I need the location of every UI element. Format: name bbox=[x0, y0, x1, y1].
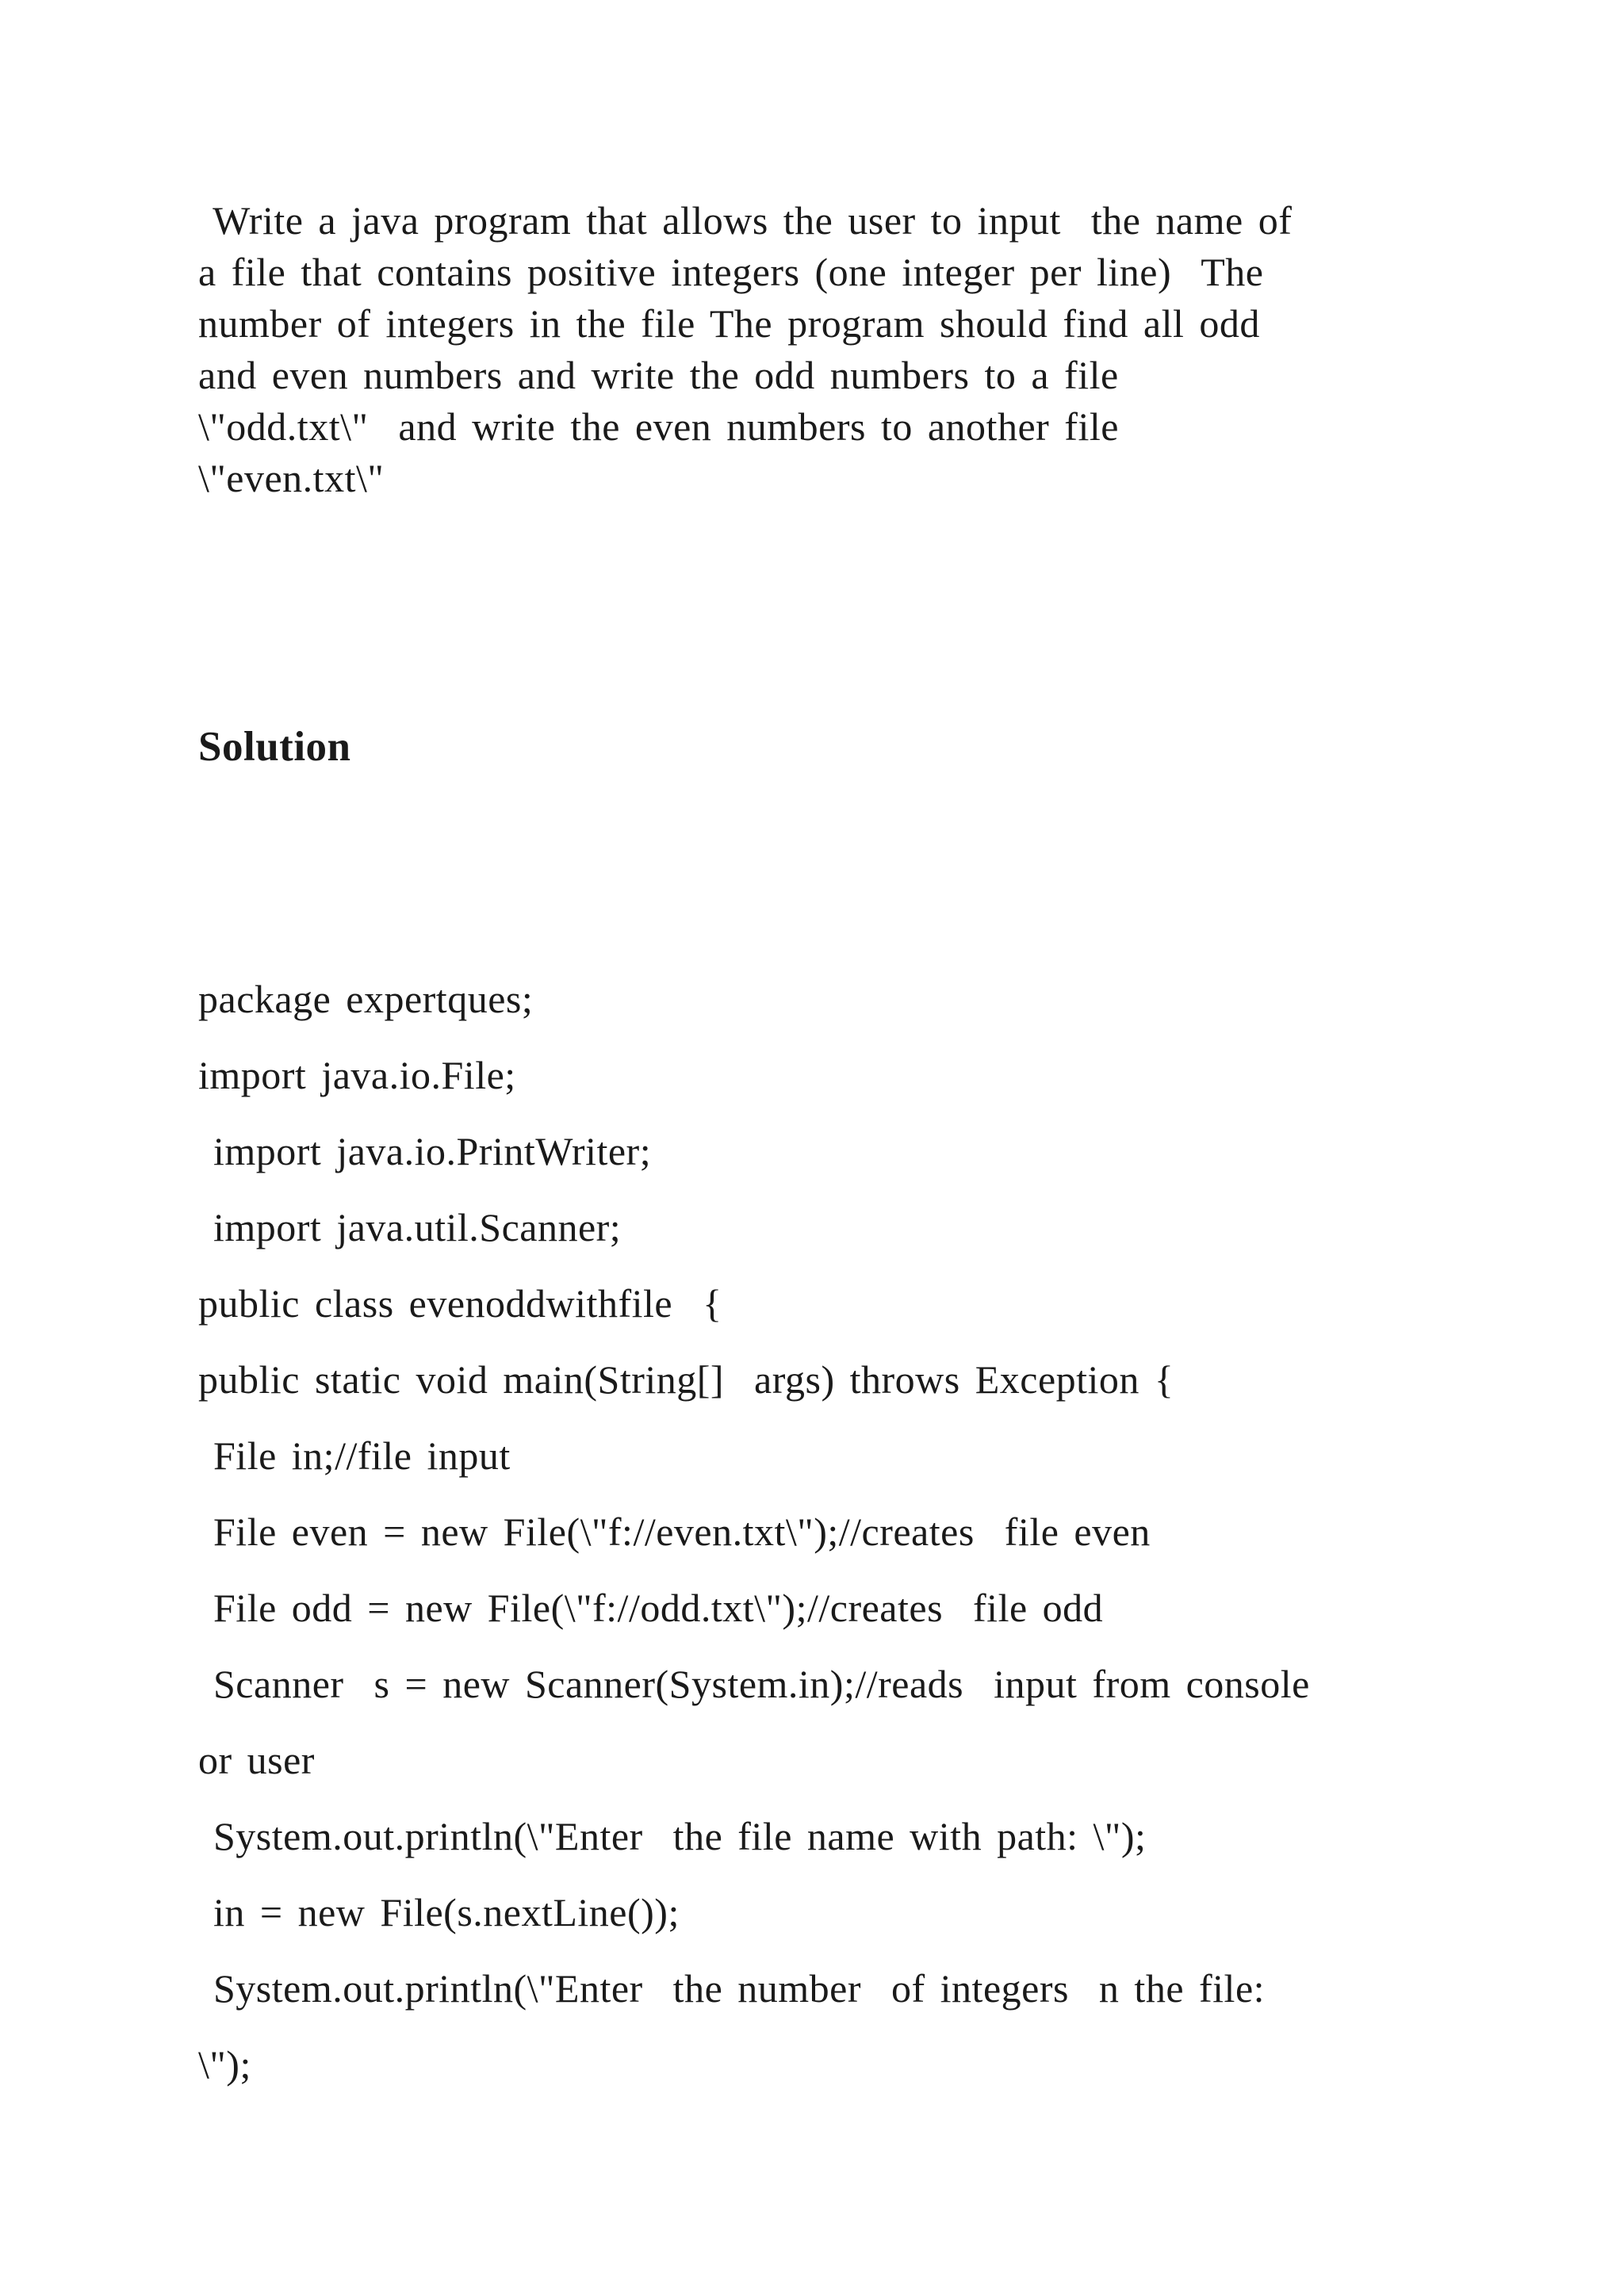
code-line: File in;//file input bbox=[198, 1433, 511, 1478]
code-line: public static void main(String[] args) throws Exception { bbox=[198, 1357, 1174, 1402]
question-line: \"even.txt\" bbox=[198, 456, 385, 500]
code-line: package expertques; bbox=[198, 977, 534, 1021]
question-line: Write a java program that allows the user to input the name of bbox=[198, 198, 1293, 243]
code-line: Scanner s = new Scanner(System.in);//reads input from console bbox=[198, 1662, 1310, 1706]
code-line: or user bbox=[198, 1738, 315, 1782]
code-line: System.out.println(\"Enter the file name with path: \"); bbox=[198, 1814, 1147, 1858]
code-line: public class evenoddwithfile { bbox=[198, 1281, 722, 1326]
code-line: \"); bbox=[198, 2042, 251, 2087]
solution-heading: Solution bbox=[198, 724, 351, 770]
question-line: a file that contains positive integers (one integer per line) The bbox=[198, 250, 1264, 294]
code-line: import java.util.Scanner; bbox=[198, 1205, 622, 1249]
question-text bbox=[198, 195, 1435, 504]
code-line: in = new File(s.nextLine()); bbox=[198, 1890, 680, 1934]
code-line: File even = new File(\"f://even.txt\");//creates file even bbox=[198, 1510, 1151, 1554]
question-line: and even numbers and write the odd numbers to a file bbox=[198, 353, 1119, 397]
question-line: \"odd.txt\" and write the even numbers to another file bbox=[198, 404, 1119, 449]
code-block bbox=[198, 961, 1467, 2103]
code-line: import java.io.PrintWriter; bbox=[198, 1129, 652, 1173]
code-line: System.out.println(\"Enter the number of integers n the file: bbox=[198, 1966, 1266, 2011]
code-line: File odd = new File(\"f://odd.txt\");//creates file odd bbox=[198, 1586, 1104, 1630]
question-line: number of integers in the file The program should find all odd bbox=[198, 301, 1260, 346]
code-line: import java.io.File; bbox=[198, 1053, 516, 1097]
